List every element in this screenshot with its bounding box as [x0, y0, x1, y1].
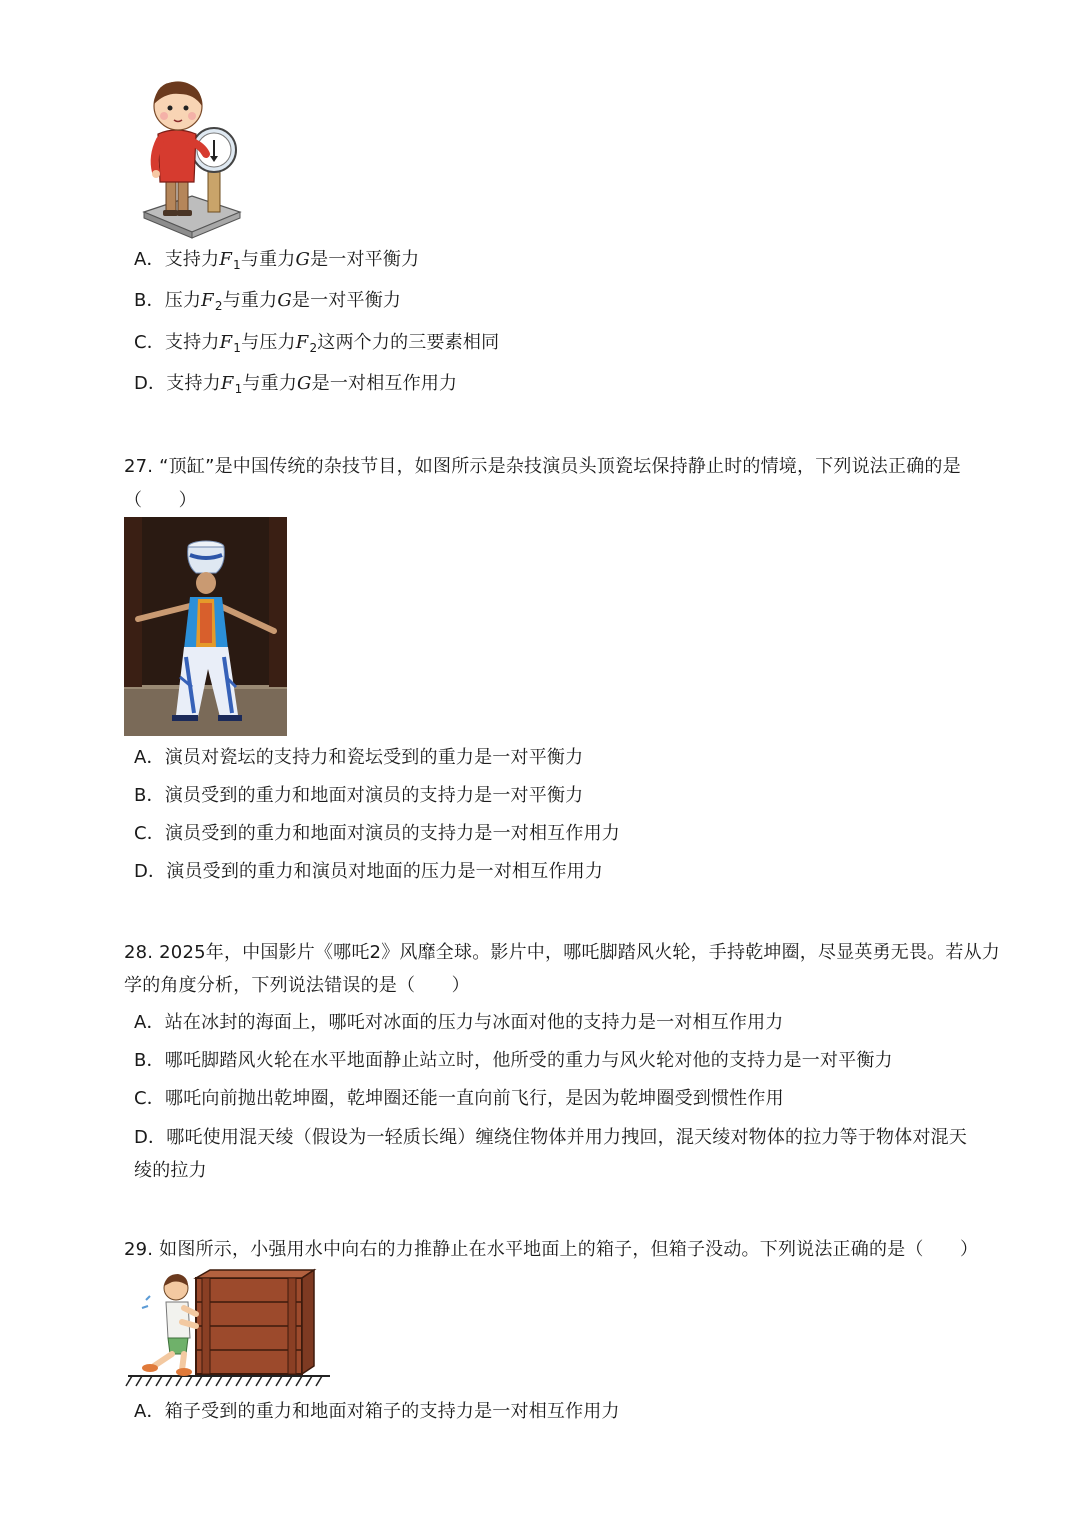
- acrobat-photo: [124, 517, 287, 736]
- q26-option-d: [134, 372, 457, 401]
- option-text: 支持力: [166, 373, 221, 394]
- option-letter: D．: [134, 373, 167, 394]
- variable-f: F: [201, 290, 214, 311]
- subscript: 1: [233, 341, 242, 355]
- variable-f: F: [295, 332, 309, 353]
- q27-option-c: C．演员受到的重力和地面对演员的支持力是一对相互作用力: [134, 823, 620, 844]
- subscript: 2: [214, 299, 223, 313]
- q29-option-a: A．箱子受到的重力和地面对箱子的支持力是一对相互作用力: [134, 1401, 620, 1422]
- q26-option-b: [134, 289, 401, 318]
- option-text: 与重力: [222, 290, 278, 311]
- variable-g: G: [297, 373, 312, 394]
- q28-option-a: A．站在冰封的海面上，哪吒对冰面的压力与冰面对他的支持力是一对相互作用力: [134, 1012, 784, 1033]
- variable-g: G: [277, 290, 292, 311]
- option-letter: B．: [134, 290, 165, 311]
- option-text: 与重力: [242, 373, 298, 394]
- q27-stem: 27. “顶缸”是中国传统的杂技节目，如图所示是杂技演员头顶瓷坛保持静止时的情境，下列说法正确的是: [124, 456, 961, 477]
- variable-f: F: [219, 332, 233, 353]
- q27-answer-blank: （ ）: [124, 490, 197, 511]
- option-text: 与重力: [240, 249, 296, 270]
- variable-f: F: [219, 249, 233, 270]
- variable-g: G: [295, 249, 311, 270]
- option-text: 这两个力的三要素相同: [317, 332, 500, 353]
- q28-option-d-cont: 绫的拉力: [134, 1160, 207, 1181]
- option-text: 支持力: [164, 332, 220, 353]
- option-letter: A．: [134, 249, 165, 270]
- option-text: 支持力: [164, 249, 220, 270]
- q26-option-a: [134, 248, 419, 277]
- option-text: 是一对相互作用力: [311, 373, 458, 394]
- q29-stem: 29. 如图所示，小强用水中向右的力推静止在水平地面上的箱子，但箱子没动。下列说法正确的是（ ）: [124, 1239, 979, 1260]
- option-text: 是一对平衡力: [310, 249, 420, 270]
- q28-stem-cont: 学的角度分析，下列说法错误的是（ ）: [124, 975, 470, 996]
- q27-option-a: A．演员对瓷坛的支持力和瓷坛受到的重力是一对平衡力: [134, 747, 584, 768]
- boy-on-scale-illustration: [136, 76, 244, 240]
- q26-option-c: [134, 331, 499, 360]
- q28-stem: 28. 2025年，中国影片《哪吒2》风靡全球。影片中，哪吒脚踏风火轮，手持乾坤圈，尽显英勇无畏。若从力: [124, 942, 1001, 963]
- option-text: 压力: [164, 290, 202, 311]
- variable-f: F: [220, 373, 234, 394]
- option-text: 与压力: [241, 332, 296, 353]
- subscript: 1: [234, 382, 243, 396]
- q28-option-c: C．哪吒向前抛出乾坤圈，乾坤圈还能一直向前飞行，是因为乾坤圈受到惯性作用: [134, 1088, 784, 1109]
- q28-option-b: B．哪吒脚踏风火轮在水平地面静止站立时，他所受的重力与风火轮对他的支持力是一对平衡力: [134, 1050, 893, 1071]
- option-text: 是一对平衡力: [291, 290, 402, 311]
- subscript: 1: [233, 258, 241, 272]
- subscript: 2: [309, 341, 318, 355]
- boy-pushing-box-illustration: [124, 1266, 336, 1390]
- q27-option-d: D．演员受到的重力和演员对地面的压力是一对相互作用力: [134, 861, 604, 882]
- q27-option-b: B．演员受到的重力和地面对演员的支持力是一对平衡力: [134, 785, 584, 806]
- option-letter: C．: [134, 332, 165, 353]
- q28-option-d: D．哪吒使用混天绫（假设为一轻质长绳）缠绕住物体并用力拽回，混天绫对物体的拉力等于物体对混天: [134, 1127, 968, 1148]
